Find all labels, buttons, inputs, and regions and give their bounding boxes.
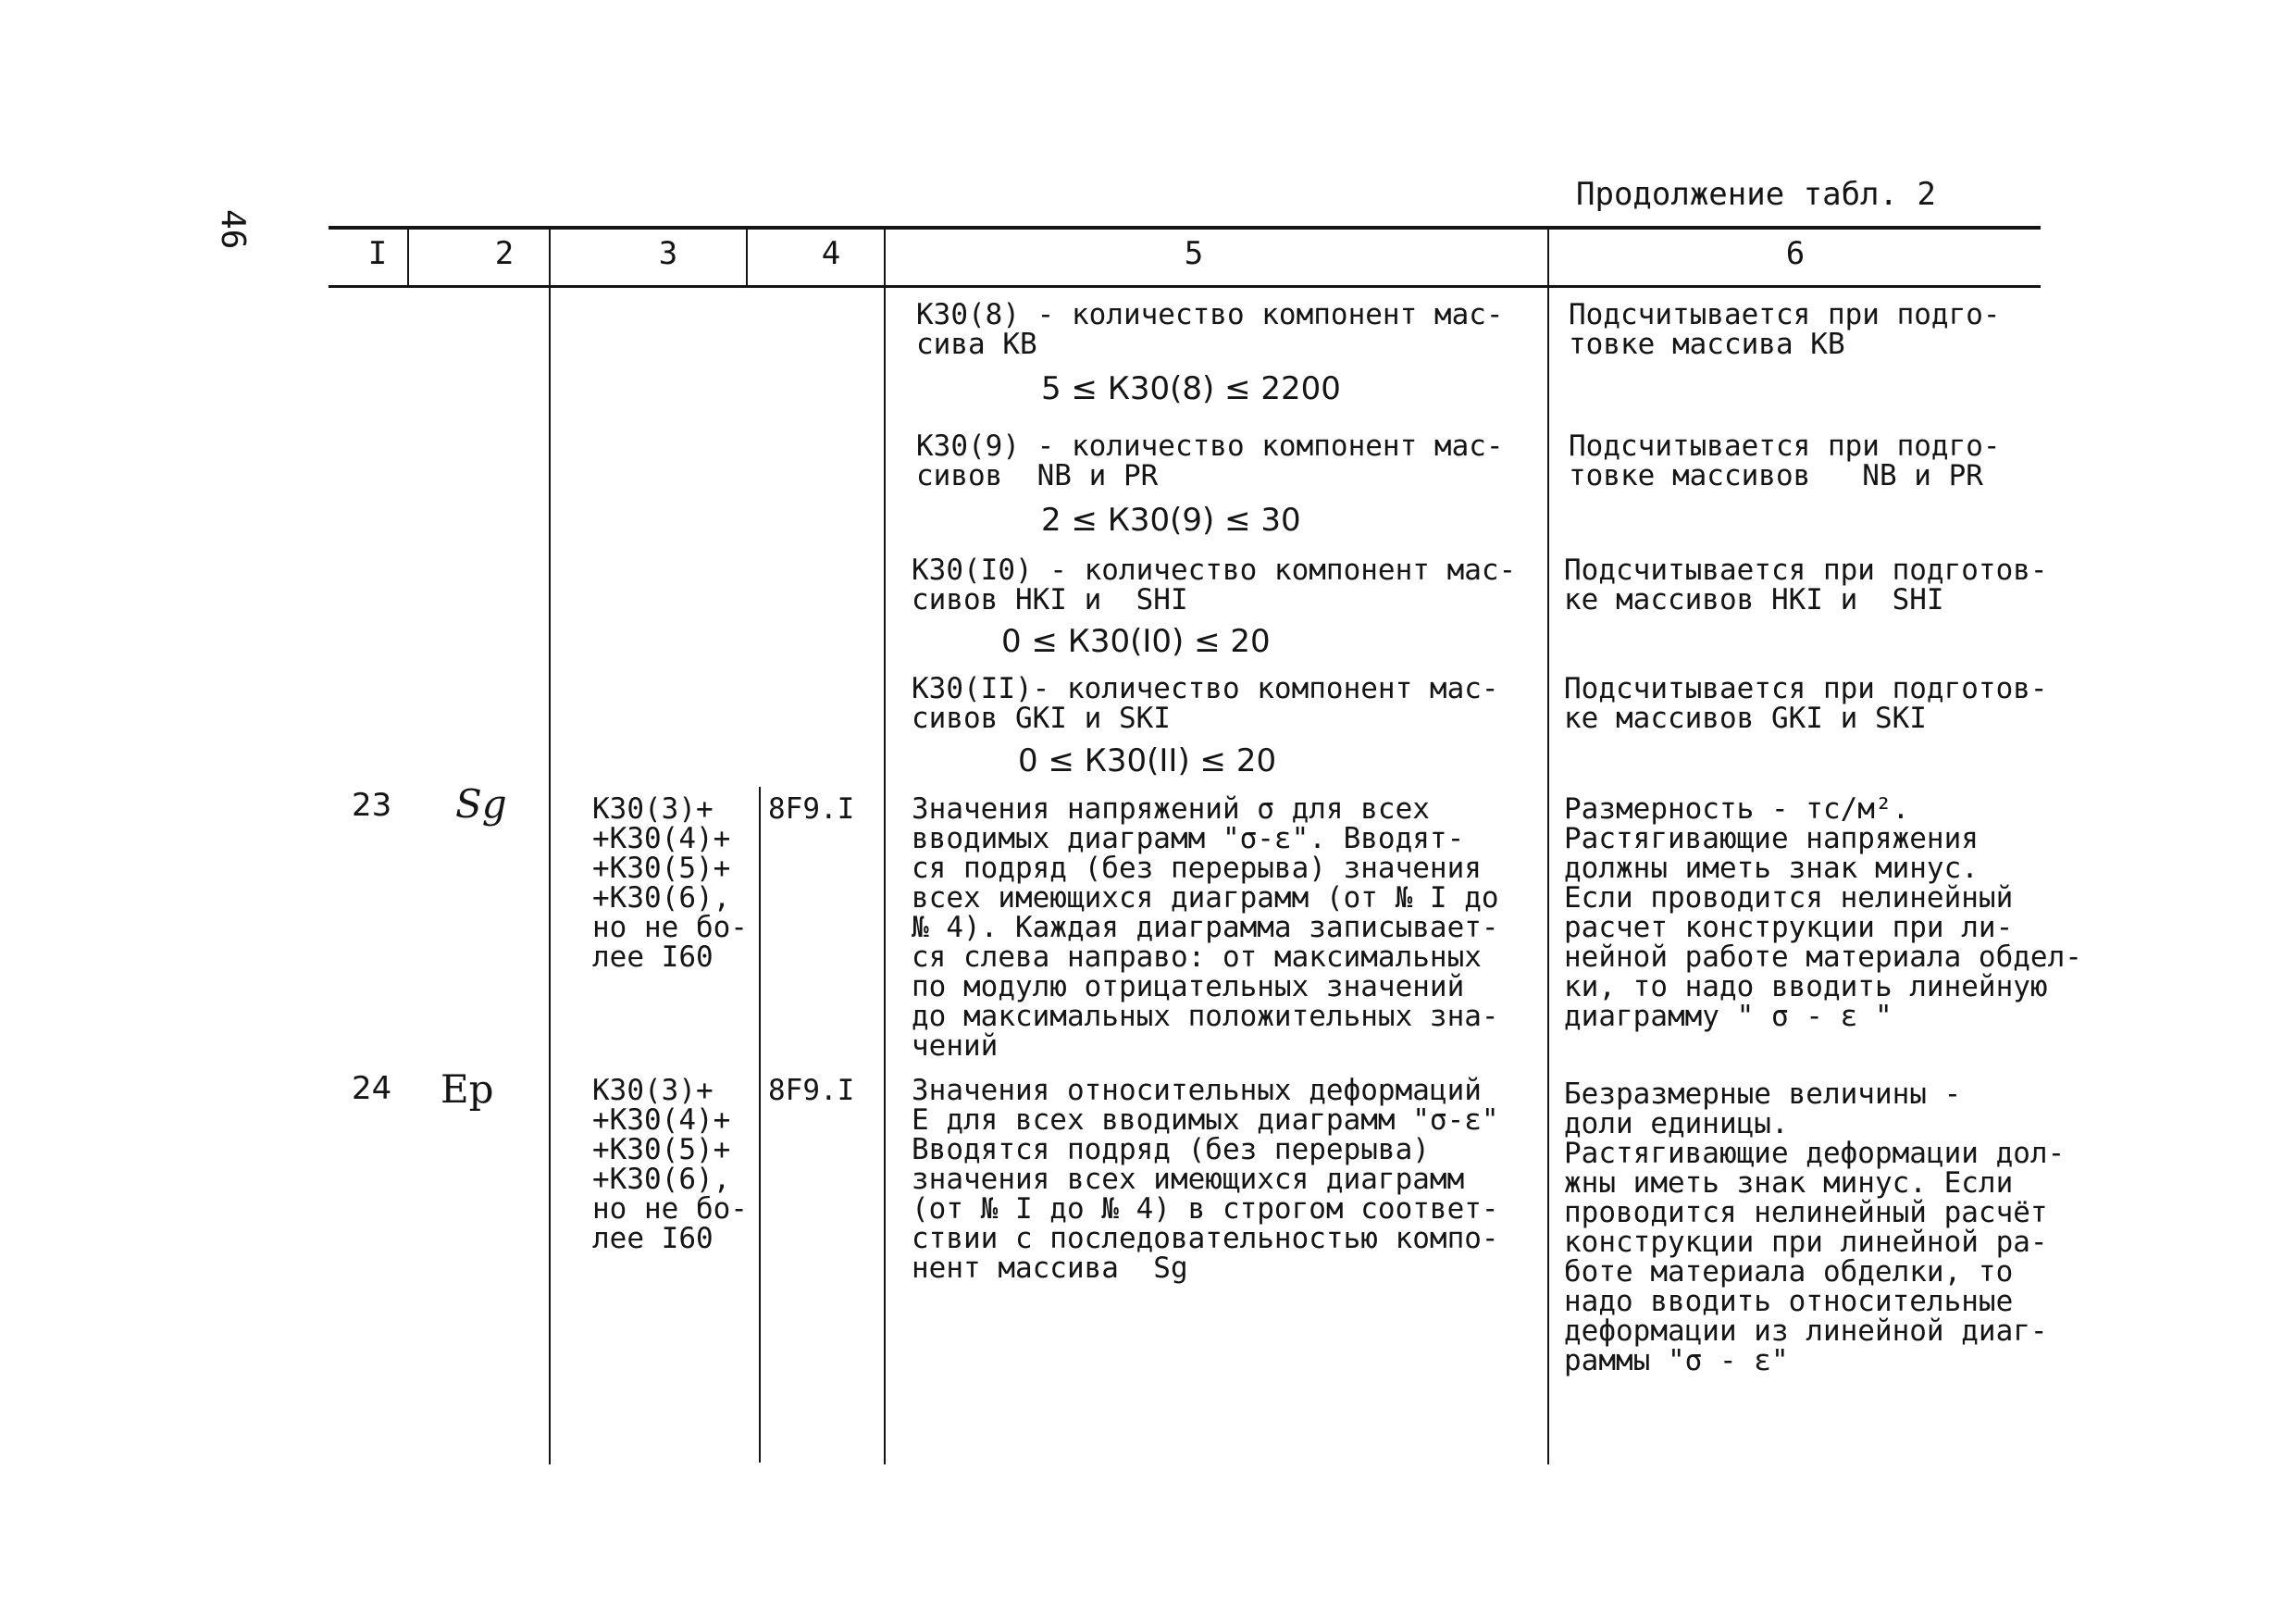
- k30-8-formula: 5 ≤ К30(8) ≤ 2200: [1041, 370, 1341, 407]
- header-col-5: 5: [1184, 235, 1204, 272]
- row-24-description: Значения относительных деформаций Е для всех вводимых диаграмм "σ-ε" Вводятся подряд (без перерыва) значения всех имеющихся диаграмм (от № I до № 4) в строгом соответ- ствии с последовательностью компо- нент массива Sg: [912, 1074, 1499, 1285]
- k30-10-note: Подсчитывается при подготов- ке массивов НКI и SHI: [1564, 554, 2048, 616]
- header-col-4: 4: [821, 235, 841, 272]
- row-23-format: 8F9.I: [768, 792, 855, 826]
- header-col-6: 6: [1785, 235, 1806, 272]
- row-24-format: 8F9.I: [768, 1074, 855, 1107]
- k30-11-description: К30(II)- количество компонент мас- сивов GKI и SKI: [912, 672, 1499, 735]
- row-24-note: Безразмерные величины - доли единицы. Растягивающие деформации дол- жны иметь знак минус. Если проводится нелинейный расчёт конструкции при линейной ра- боте материала обделки, то надо вводить относительные деформации из линейной диаг- раммы "σ - ε": [1564, 1077, 2066, 1377]
- column-divider-1: [407, 228, 409, 287]
- column-divider-2: [549, 228, 551, 1464]
- k30-11-formula: 0 ≤ К30(II) ≤ 20: [1018, 742, 1277, 779]
- row-23-symbol: Sg: [455, 781, 507, 827]
- column-divider-3-body: [759, 787, 761, 1463]
- k30-10-formula: 0 ≤ К30(I0) ≤ 20: [1001, 623, 1271, 660]
- row-23-size: К30(3)+ +К30(4)+ +К30(5)+ +К30(6), но не бо- лее I60: [592, 792, 748, 974]
- row-24-number: 24: [352, 1070, 392, 1107]
- k30-9-description: К30(9) - количество компонент мас- сивов NВ и PR: [916, 430, 1504, 492]
- row-24-size: К30(3)+ +К30(4)+ +К30(5)+ +К30(6), но не бо- лее I60: [592, 1074, 748, 1255]
- k30-8-description: К30(8) - количество компонент мас- сива КВ: [916, 298, 1504, 361]
- k30-9-note: Подсчитывается при подго- товке массивов NВ и PR: [1569, 430, 2001, 492]
- row-23-number: 23: [352, 787, 392, 824]
- k30-11-note: Подсчитывается при подготов- ке массивов GKI и SKI: [1564, 672, 2048, 735]
- table-continuation-title: Продолжение табл. 2: [1576, 176, 1936, 213]
- row-23-description: Значения напряжений σ для всех вводимых диаграмм "σ-ε". Вводят- ся подряд (без перерыва) значения всех имеющихся диаграмм (от № I до № 4). Каждая диаграмма записывает- ся слева направо: от максимальных по модулю отрицательных значений до максимальных положительных зна- чений: [912, 792, 1499, 1063]
- page-number: 46: [214, 209, 252, 250]
- header-col-3: 3: [658, 235, 678, 272]
- header-col-1: I: [367, 235, 388, 272]
- column-divider-5: [1547, 228, 1549, 1464]
- k30-8-note: Подсчитывается при подго- товке массива КВ: [1569, 298, 2001, 361]
- column-divider-3: [746, 228, 748, 287]
- table-header-rule: [329, 285, 2041, 288]
- row-23-note: Размерность - тс/м². Растягивающие напряжения должны иметь знак минус. Если проводится нелинейный расчет конструкции при ли- нейной работе материала обдел- ки, то надо вводить линейную диаграмму " σ - ε ": [1564, 792, 2082, 1033]
- column-divider-4: [884, 228, 886, 1464]
- row-24-symbol: Ep: [441, 1066, 494, 1112]
- k30-9-formula: 2 ≤ К30(9) ≤ 30: [1041, 502, 1301, 539]
- table-top-rule: [329, 226, 2041, 230]
- k30-10-description: К30(I0) - количество компонент мас- сивов НКI и SHI: [912, 554, 1517, 616]
- header-col-2: 2: [494, 235, 515, 272]
